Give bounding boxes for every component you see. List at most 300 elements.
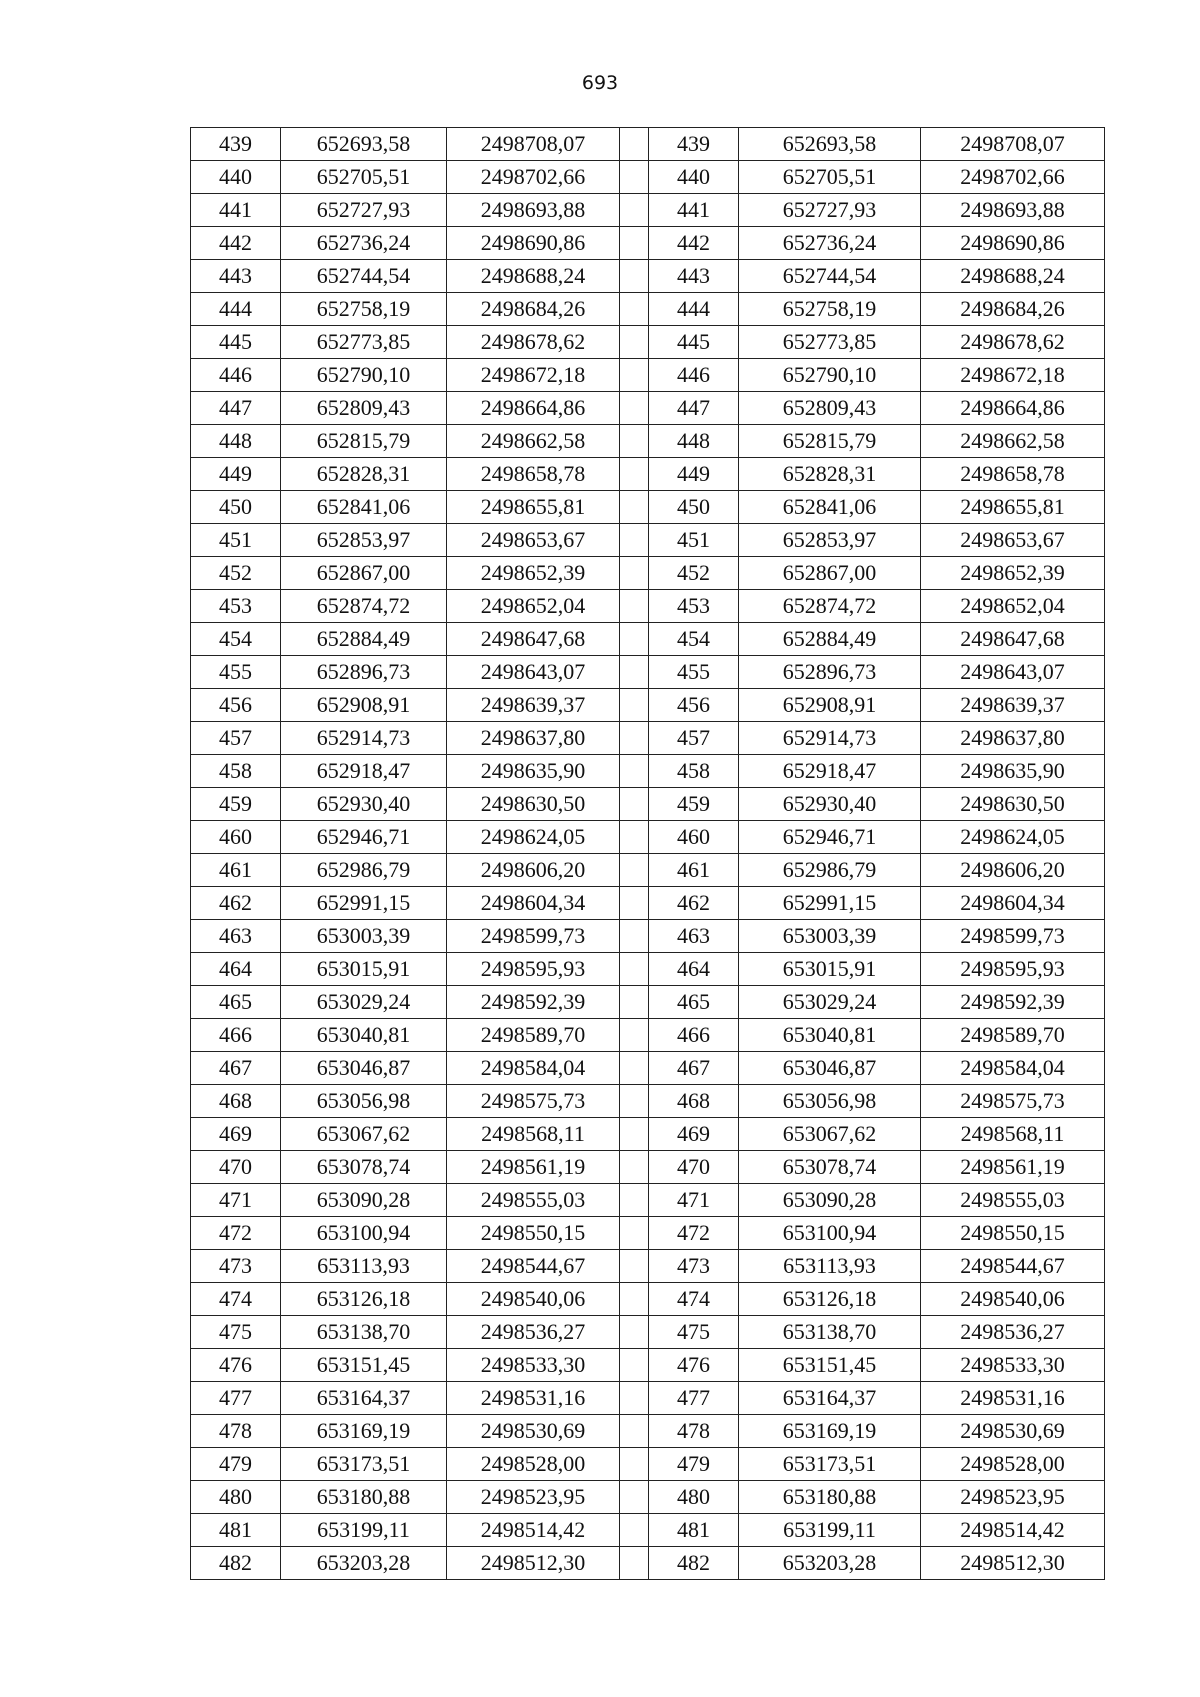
y-coordinate-right-cell: 2498664,86: [921, 392, 1105, 425]
table-row: [191, 1118, 1105, 1151]
x-coordinate-left-cell: 653100,94: [281, 1217, 447, 1250]
x-coordinate-right-cell: 653180,88: [739, 1481, 921, 1514]
y-coordinate-right-cell: 2498606,20: [921, 854, 1105, 887]
x-coordinate-right-cell: 653203,28: [739, 1547, 921, 1580]
point-number-right-cell: 465: [649, 986, 739, 1019]
y-coordinate-left-cell: 2498561,19: [447, 1151, 620, 1184]
separator-cell: [620, 1052, 649, 1085]
x-coordinate-left-cell: 653003,39: [281, 920, 447, 953]
x-coordinate-right-cell: 652867,00: [739, 557, 921, 590]
y-coordinate-left-cell: 2498540,06: [447, 1283, 620, 1316]
point-number-left-cell: 452: [191, 557, 281, 590]
point-number-right-cell: 449: [649, 458, 739, 491]
separator-cell: [620, 656, 649, 689]
x-coordinate-left-cell: 652874,72: [281, 590, 447, 623]
table-row: [191, 194, 1105, 227]
point-number-left-cell: 446: [191, 359, 281, 392]
separator-cell: [620, 392, 649, 425]
x-coordinate-right-cell: 653015,91: [739, 953, 921, 986]
table-row: [191, 1085, 1105, 1118]
x-coordinate-right-cell: 653113,93: [739, 1250, 921, 1283]
x-coordinate-left-cell: 653151,45: [281, 1349, 447, 1382]
point-number-left-cell: 470: [191, 1151, 281, 1184]
y-coordinate-left-cell: 2498595,93: [447, 953, 620, 986]
table-row: [191, 854, 1105, 887]
table-row: [191, 887, 1105, 920]
separator-cell: [620, 1118, 649, 1151]
point-number-right-cell: 477: [649, 1382, 739, 1415]
x-coordinate-left-cell: 652773,85: [281, 326, 447, 359]
point-number-left-cell: 458: [191, 755, 281, 788]
table-row: [191, 1382, 1105, 1415]
x-coordinate-left-cell: 652809,43: [281, 392, 447, 425]
separator-cell: [620, 623, 649, 656]
y-coordinate-right-cell: 2498589,70: [921, 1019, 1105, 1052]
y-coordinate-left-cell: 2498550,15: [447, 1217, 620, 1250]
separator-cell: [620, 491, 649, 524]
x-coordinate-left-cell: 652693,58: [281, 128, 447, 161]
separator-cell: [620, 1547, 649, 1580]
point-number-right-cell: 475: [649, 1316, 739, 1349]
point-number-left-cell: 461: [191, 854, 281, 887]
point-number-right-cell: 454: [649, 623, 739, 656]
x-coordinate-left-cell: 653203,28: [281, 1547, 447, 1580]
point-number-right-cell: 461: [649, 854, 739, 887]
x-coordinate-right-cell: 652853,97: [739, 524, 921, 557]
table-row: [191, 1481, 1105, 1514]
x-coordinate-left-cell: 652884,49: [281, 623, 447, 656]
y-coordinate-right-cell: 2498555,03: [921, 1184, 1105, 1217]
separator-cell: [620, 1283, 649, 1316]
x-coordinate-right-cell: 652705,51: [739, 161, 921, 194]
x-coordinate-right-cell: 652896,73: [739, 656, 921, 689]
y-coordinate-left-cell: 2498575,73: [447, 1085, 620, 1118]
x-coordinate-right-cell: 652693,58: [739, 128, 921, 161]
x-coordinate-left-cell: 652918,47: [281, 755, 447, 788]
table-row: [191, 920, 1105, 953]
x-coordinate-left-cell: 653040,81: [281, 1019, 447, 1052]
y-coordinate-left-cell: 2498652,04: [447, 590, 620, 623]
y-coordinate-left-cell: 2498544,67: [447, 1250, 620, 1283]
point-number-left-cell: 468: [191, 1085, 281, 1118]
separator-cell: [620, 821, 649, 854]
separator-cell: [620, 755, 649, 788]
point-number-right-cell: 482: [649, 1547, 739, 1580]
point-number-right-cell: 466: [649, 1019, 739, 1052]
table-row: [191, 1283, 1105, 1316]
separator-cell: [620, 854, 649, 887]
x-coordinate-left-cell: 653078,74: [281, 1151, 447, 1184]
point-number-left-cell: 442: [191, 227, 281, 260]
y-coordinate-right-cell: 2498514,42: [921, 1514, 1105, 1547]
x-coordinate-left-cell: 653067,62: [281, 1118, 447, 1151]
point-number-right-cell: 462: [649, 887, 739, 920]
y-coordinate-left-cell: 2498647,68: [447, 623, 620, 656]
x-coordinate-right-cell: 653173,51: [739, 1448, 921, 1481]
x-coordinate-left-cell: 652758,19: [281, 293, 447, 326]
y-coordinate-left-cell: 2498684,26: [447, 293, 620, 326]
table-row: [191, 722, 1105, 755]
x-coordinate-left-cell: 652841,06: [281, 491, 447, 524]
x-coordinate-right-cell: 652790,10: [739, 359, 921, 392]
y-coordinate-left-cell: 2498664,86: [447, 392, 620, 425]
separator-cell: [620, 689, 649, 722]
y-coordinate-left-cell: 2498523,95: [447, 1481, 620, 1514]
coordinates-table: [190, 127, 1105, 1580]
y-coordinate-right-cell: 2498536,27: [921, 1316, 1105, 1349]
x-coordinate-right-cell: 653056,98: [739, 1085, 921, 1118]
y-coordinate-left-cell: 2498536,27: [447, 1316, 620, 1349]
y-coordinate-right-cell: 2498584,04: [921, 1052, 1105, 1085]
y-coordinate-left-cell: 2498658,78: [447, 458, 620, 491]
y-coordinate-left-cell: 2498693,88: [447, 194, 620, 227]
separator-cell: [620, 128, 649, 161]
x-coordinate-right-cell: 653164,37: [739, 1382, 921, 1415]
point-number-right-cell: 459: [649, 788, 739, 821]
point-number-right-cell: 474: [649, 1283, 739, 1316]
point-number-left-cell: 473: [191, 1250, 281, 1283]
y-coordinate-left-cell: 2498655,81: [447, 491, 620, 524]
x-coordinate-right-cell: 652815,79: [739, 425, 921, 458]
point-number-left-cell: 451: [191, 524, 281, 557]
table-row: [191, 953, 1105, 986]
page-number: 693: [581, 72, 619, 94]
separator-cell: [620, 293, 649, 326]
separator-cell: [620, 194, 649, 227]
point-number-left-cell: 482: [191, 1547, 281, 1580]
point-number-left-cell: 472: [191, 1217, 281, 1250]
y-coordinate-left-cell: 2498514,42: [447, 1514, 620, 1547]
point-number-right-cell: 460: [649, 821, 739, 854]
x-coordinate-right-cell: 652874,72: [739, 590, 921, 623]
point-number-right-cell: 478: [649, 1415, 739, 1448]
y-coordinate-right-cell: 2498652,04: [921, 590, 1105, 623]
table-row: [191, 1349, 1105, 1382]
point-number-right-cell: 448: [649, 425, 739, 458]
separator-cell: [620, 1349, 649, 1382]
y-coordinate-left-cell: 2498662,58: [447, 425, 620, 458]
y-coordinate-right-cell: 2498561,19: [921, 1151, 1105, 1184]
y-coordinate-left-cell: 2498604,34: [447, 887, 620, 920]
y-coordinate-right-cell: 2498592,39: [921, 986, 1105, 1019]
point-number-right-cell: 443: [649, 260, 739, 293]
x-coordinate-left-cell: 652736,24: [281, 227, 447, 260]
y-coordinate-right-cell: 2498653,67: [921, 524, 1105, 557]
x-coordinate-right-cell: 652946,71: [739, 821, 921, 854]
point-number-right-cell: 441: [649, 194, 739, 227]
point-number-right-cell: 452: [649, 557, 739, 590]
table-row: [191, 293, 1105, 326]
table-row: [191, 1316, 1105, 1349]
x-coordinate-right-cell: 652930,40: [739, 788, 921, 821]
x-coordinate-right-cell: 653078,74: [739, 1151, 921, 1184]
separator-cell: [620, 1514, 649, 1547]
x-coordinate-right-cell: 652841,06: [739, 491, 921, 524]
y-coordinate-right-cell: 2498575,73: [921, 1085, 1105, 1118]
table-row: [191, 590, 1105, 623]
y-coordinate-right-cell: 2498523,95: [921, 1481, 1105, 1514]
x-coordinate-right-cell: 653151,45: [739, 1349, 921, 1382]
y-coordinate-right-cell: 2498672,18: [921, 359, 1105, 392]
table-row: [191, 656, 1105, 689]
point-number-left-cell: 455: [191, 656, 281, 689]
x-coordinate-left-cell: 653138,70: [281, 1316, 447, 1349]
point-number-right-cell: 444: [649, 293, 739, 326]
y-coordinate-left-cell: 2498531,16: [447, 1382, 620, 1415]
separator-cell: [620, 359, 649, 392]
table-row: [191, 755, 1105, 788]
y-coordinate-left-cell: 2498672,18: [447, 359, 620, 392]
y-coordinate-left-cell: 2498606,20: [447, 854, 620, 887]
x-coordinate-left-cell: 652790,10: [281, 359, 447, 392]
point-number-left-cell: 465: [191, 986, 281, 1019]
x-coordinate-right-cell: 652758,19: [739, 293, 921, 326]
y-coordinate-right-cell: 2498630,50: [921, 788, 1105, 821]
y-coordinate-right-cell: 2498684,26: [921, 293, 1105, 326]
table-row: [191, 1217, 1105, 1250]
table-row: [191, 524, 1105, 557]
point-number-left-cell: 447: [191, 392, 281, 425]
y-coordinate-left-cell: 2498584,04: [447, 1052, 620, 1085]
separator-cell: [620, 1217, 649, 1250]
table-row: [191, 260, 1105, 293]
point-number-right-cell: 464: [649, 953, 739, 986]
point-number-left-cell: 460: [191, 821, 281, 854]
y-coordinate-right-cell: 2498690,86: [921, 227, 1105, 260]
y-coordinate-left-cell: 2498637,80: [447, 722, 620, 755]
table-row: [191, 491, 1105, 524]
x-coordinate-right-cell: 653040,81: [739, 1019, 921, 1052]
point-number-left-cell: 445: [191, 326, 281, 359]
y-coordinate-left-cell: 2498652,39: [447, 557, 620, 590]
y-coordinate-right-cell: 2498544,67: [921, 1250, 1105, 1283]
point-number-left-cell: 467: [191, 1052, 281, 1085]
table-row: [191, 326, 1105, 359]
x-coordinate-left-cell: 653056,98: [281, 1085, 447, 1118]
y-coordinate-right-cell: 2498568,11: [921, 1118, 1105, 1151]
table-row: [191, 128, 1105, 161]
separator-cell: [620, 1382, 649, 1415]
table-row: [191, 227, 1105, 260]
table-row: [191, 1250, 1105, 1283]
x-coordinate-left-cell: 653046,87: [281, 1052, 447, 1085]
y-coordinate-left-cell: 2498702,66: [447, 161, 620, 194]
y-coordinate-right-cell: 2498708,07: [921, 128, 1105, 161]
point-number-left-cell: 457: [191, 722, 281, 755]
point-number-right-cell: 442: [649, 227, 739, 260]
x-coordinate-right-cell: 652991,15: [739, 887, 921, 920]
y-coordinate-left-cell: 2498599,73: [447, 920, 620, 953]
table-row: [191, 161, 1105, 194]
x-coordinate-right-cell: 652744,54: [739, 260, 921, 293]
y-coordinate-right-cell: 2498662,58: [921, 425, 1105, 458]
x-coordinate-left-cell: 653015,91: [281, 953, 447, 986]
y-coordinate-left-cell: 2498555,03: [447, 1184, 620, 1217]
x-coordinate-right-cell: 652773,85: [739, 326, 921, 359]
table-row: [191, 1448, 1105, 1481]
x-coordinate-right-cell: 652986,79: [739, 854, 921, 887]
separator-cell: [620, 1250, 649, 1283]
point-number-left-cell: 477: [191, 1382, 281, 1415]
x-coordinate-left-cell: 652853,97: [281, 524, 447, 557]
table-row: [191, 392, 1105, 425]
x-coordinate-right-cell: 653126,18: [739, 1283, 921, 1316]
separator-cell: [620, 1415, 649, 1448]
table-row: [191, 623, 1105, 656]
table-row: [191, 1052, 1105, 1085]
point-number-left-cell: 471: [191, 1184, 281, 1217]
separator-cell: [620, 590, 649, 623]
y-coordinate-left-cell: 2498530,69: [447, 1415, 620, 1448]
point-number-right-cell: 472: [649, 1217, 739, 1250]
table-row: [191, 788, 1105, 821]
separator-cell: [620, 1448, 649, 1481]
separator-cell: [620, 557, 649, 590]
x-coordinate-right-cell: 653199,11: [739, 1514, 921, 1547]
y-coordinate-right-cell: 2498530,69: [921, 1415, 1105, 1448]
y-coordinate-right-cell: 2498647,68: [921, 623, 1105, 656]
separator-cell: [620, 425, 649, 458]
y-coordinate-right-cell: 2498652,39: [921, 557, 1105, 590]
point-number-right-cell: 453: [649, 590, 739, 623]
x-coordinate-left-cell: 652896,73: [281, 656, 447, 689]
point-number-left-cell: 476: [191, 1349, 281, 1382]
y-coordinate-left-cell: 2498592,39: [447, 986, 620, 1019]
y-coordinate-right-cell: 2498655,81: [921, 491, 1105, 524]
x-coordinate-left-cell: 652815,79: [281, 425, 447, 458]
table-row: [191, 425, 1105, 458]
separator-cell: [620, 1085, 649, 1118]
separator-cell: [620, 722, 649, 755]
point-number-right-cell: 470: [649, 1151, 739, 1184]
x-coordinate-left-cell: 653180,88: [281, 1481, 447, 1514]
point-number-right-cell: 463: [649, 920, 739, 953]
y-coordinate-right-cell: 2498540,06: [921, 1283, 1105, 1316]
point-number-left-cell: 469: [191, 1118, 281, 1151]
point-number-left-cell: 440: [191, 161, 281, 194]
point-number-left-cell: 475: [191, 1316, 281, 1349]
point-number-right-cell: 439: [649, 128, 739, 161]
point-number-right-cell: 456: [649, 689, 739, 722]
table-row: [191, 458, 1105, 491]
y-coordinate-right-cell: 2498635,90: [921, 755, 1105, 788]
y-coordinate-left-cell: 2498708,07: [447, 128, 620, 161]
x-coordinate-left-cell: 653169,19: [281, 1415, 447, 1448]
point-number-left-cell: 450: [191, 491, 281, 524]
point-number-left-cell: 479: [191, 1448, 281, 1481]
y-coordinate-right-cell: 2498599,73: [921, 920, 1105, 953]
table-row: [191, 1514, 1105, 1547]
y-coordinate-right-cell: 2498693,88: [921, 194, 1105, 227]
y-coordinate-left-cell: 2498690,86: [447, 227, 620, 260]
point-number-right-cell: 481: [649, 1514, 739, 1547]
x-coordinate-left-cell: 652828,31: [281, 458, 447, 491]
x-coordinate-left-cell: 653199,11: [281, 1514, 447, 1547]
x-coordinate-right-cell: 652914,73: [739, 722, 921, 755]
y-coordinate-right-cell: 2498550,15: [921, 1217, 1105, 1250]
y-coordinate-left-cell: 2498528,00: [447, 1448, 620, 1481]
y-coordinate-right-cell: 2498688,24: [921, 260, 1105, 293]
table-row: [191, 1151, 1105, 1184]
separator-cell: [620, 788, 649, 821]
y-coordinate-left-cell: 2498568,11: [447, 1118, 620, 1151]
x-coordinate-right-cell: 653029,24: [739, 986, 921, 1019]
point-number-right-cell: 480: [649, 1481, 739, 1514]
x-coordinate-left-cell: 653126,18: [281, 1283, 447, 1316]
point-number-right-cell: 451: [649, 524, 739, 557]
separator-cell: [620, 920, 649, 953]
x-coordinate-right-cell: 653169,19: [739, 1415, 921, 1448]
y-coordinate-left-cell: 2498643,07: [447, 656, 620, 689]
separator-cell: [620, 1316, 649, 1349]
y-coordinate-right-cell: 2498702,66: [921, 161, 1105, 194]
x-coordinate-left-cell: 652727,93: [281, 194, 447, 227]
coordinates-table-body: [191, 128, 1105, 1580]
table-row: [191, 986, 1105, 1019]
y-coordinate-right-cell: 2498639,37: [921, 689, 1105, 722]
y-coordinate-right-cell: 2498533,30: [921, 1349, 1105, 1382]
table-row: [191, 689, 1105, 722]
separator-cell: [620, 326, 649, 359]
x-coordinate-right-cell: 652727,93: [739, 194, 921, 227]
separator-cell: [620, 260, 649, 293]
y-coordinate-right-cell: 2498678,62: [921, 326, 1105, 359]
separator-cell: [620, 887, 649, 920]
x-coordinate-right-cell: 653046,87: [739, 1052, 921, 1085]
separator-cell: [620, 986, 649, 1019]
table-row: [191, 1415, 1105, 1448]
point-number-right-cell: 469: [649, 1118, 739, 1151]
y-coordinate-right-cell: 2498528,00: [921, 1448, 1105, 1481]
x-coordinate-right-cell: 653090,28: [739, 1184, 921, 1217]
point-number-left-cell: 443: [191, 260, 281, 293]
x-coordinate-right-cell: 653003,39: [739, 920, 921, 953]
point-number-right-cell: 468: [649, 1085, 739, 1118]
point-number-left-cell: 478: [191, 1415, 281, 1448]
point-number-right-cell: 471: [649, 1184, 739, 1217]
point-number-left-cell: 456: [191, 689, 281, 722]
y-coordinate-right-cell: 2498658,78: [921, 458, 1105, 491]
x-coordinate-left-cell: 653164,37: [281, 1382, 447, 1415]
x-coordinate-left-cell: 652946,71: [281, 821, 447, 854]
x-coordinate-right-cell: 653138,70: [739, 1316, 921, 1349]
separator-cell: [620, 953, 649, 986]
y-coordinate-right-cell: 2498624,05: [921, 821, 1105, 854]
point-number-left-cell: 441: [191, 194, 281, 227]
x-coordinate-right-cell: 652884,49: [739, 623, 921, 656]
x-coordinate-left-cell: 653090,28: [281, 1184, 447, 1217]
x-coordinate-right-cell: 652736,24: [739, 227, 921, 260]
x-coordinate-left-cell: 652705,51: [281, 161, 447, 194]
point-number-left-cell: 453: [191, 590, 281, 623]
point-number-right-cell: 446: [649, 359, 739, 392]
y-coordinate-right-cell: 2498531,16: [921, 1382, 1105, 1415]
point-number-right-cell: 458: [649, 755, 739, 788]
x-coordinate-right-cell: 653067,62: [739, 1118, 921, 1151]
x-coordinate-left-cell: 652930,40: [281, 788, 447, 821]
point-number-left-cell: 462: [191, 887, 281, 920]
point-number-right-cell: 457: [649, 722, 739, 755]
separator-cell: [620, 1481, 649, 1514]
separator-cell: [620, 524, 649, 557]
y-coordinate-left-cell: 2498635,90: [447, 755, 620, 788]
y-coordinate-left-cell: 2498678,62: [447, 326, 620, 359]
y-coordinate-left-cell: 2498653,67: [447, 524, 620, 557]
table-row: [191, 821, 1105, 854]
point-number-right-cell: 476: [649, 1349, 739, 1382]
point-number-left-cell: 449: [191, 458, 281, 491]
x-coordinate-left-cell: 652908,91: [281, 689, 447, 722]
